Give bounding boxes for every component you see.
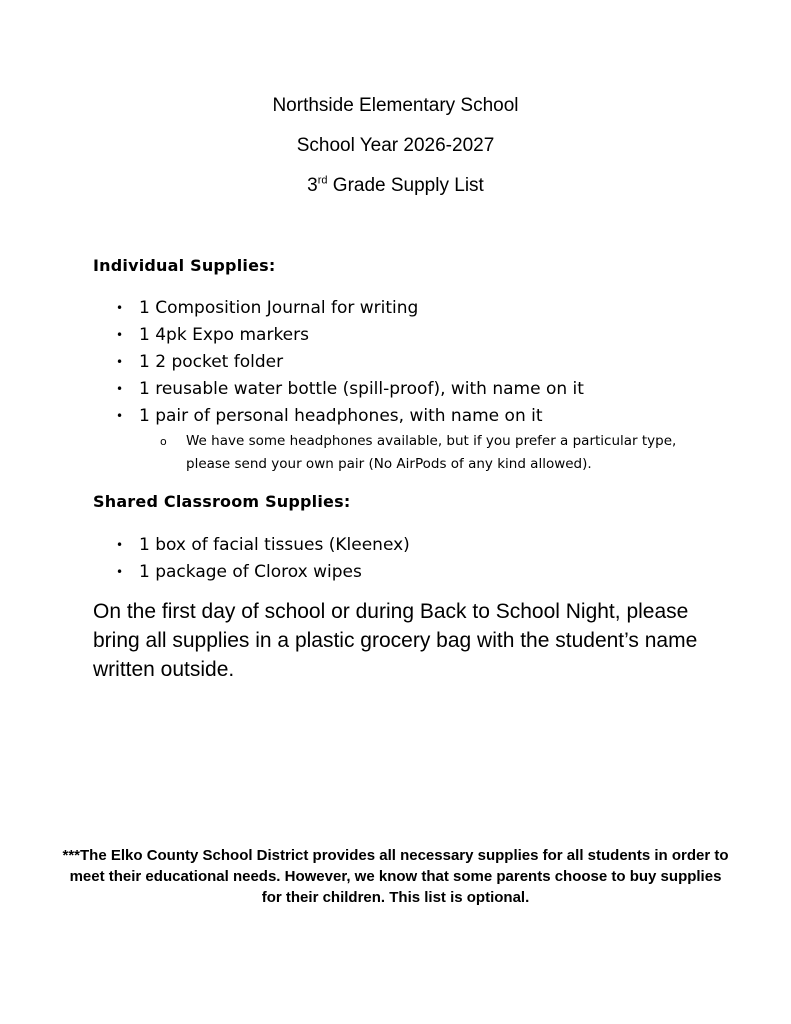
sub-note-text: We have some headphones available, but if you prefer a particular type, please send your own pair (No AirPods of any kind allowed).	[186, 433, 677, 472]
bullet-icon: •	[116, 355, 124, 369]
school-name: Northside Elementary School	[272, 95, 519, 116]
list-item-text: 1 box of facial tissues (Kleenex)	[139, 535, 410, 555]
bullet-icon: •	[116, 565, 124, 579]
individual-supplies-heading: Individual Supplies:	[93, 256, 276, 275]
sub-bullet-icon: o	[160, 435, 167, 448]
list-item-text: 1 2 pocket folder	[139, 352, 284, 372]
bullet-icon: •	[116, 301, 124, 315]
list-item-text: 1 4pk Expo markers	[139, 325, 309, 345]
document-header	[0, 92, 791, 212]
shared-supplies-heading: Shared Classroom Supplies:	[93, 492, 351, 511]
bullet-icon: •	[116, 328, 124, 342]
list-item-text: 1 Composition Journal for writing	[139, 298, 419, 318]
district-disclaimer: ***The Elko County School District provides all necessary supplies for all students in order to meet their educational needs. However, we know that some parents choose to buy supplies for their children. This list is optional.	[62, 847, 729, 906]
grade-title-rest: Grade Supply List	[327, 175, 484, 196]
grade-number: 3	[307, 175, 318, 196]
bullet-icon: •	[116, 538, 124, 552]
grade-title	[0, 172, 791, 212]
bullet-icon: •	[116, 382, 124, 396]
list-item-text: 1 reusable water bottle (spill-proof), with name on it	[139, 379, 584, 399]
grade-suffix: rd	[317, 174, 328, 187]
instructions-paragraph: On the first day of school or during Back to School Night, please bring all supplies in a plastic grocery bag with the student’s name written outside.	[93, 600, 698, 681]
list-item-text: 1 pair of personal headphones, with name on it	[139, 406, 543, 426]
school-year: School Year 2026-2027	[296, 135, 495, 156]
list-item-text: 1 package of Clorox wipes	[139, 562, 362, 582]
bullet-icon: •	[116, 409, 124, 423]
